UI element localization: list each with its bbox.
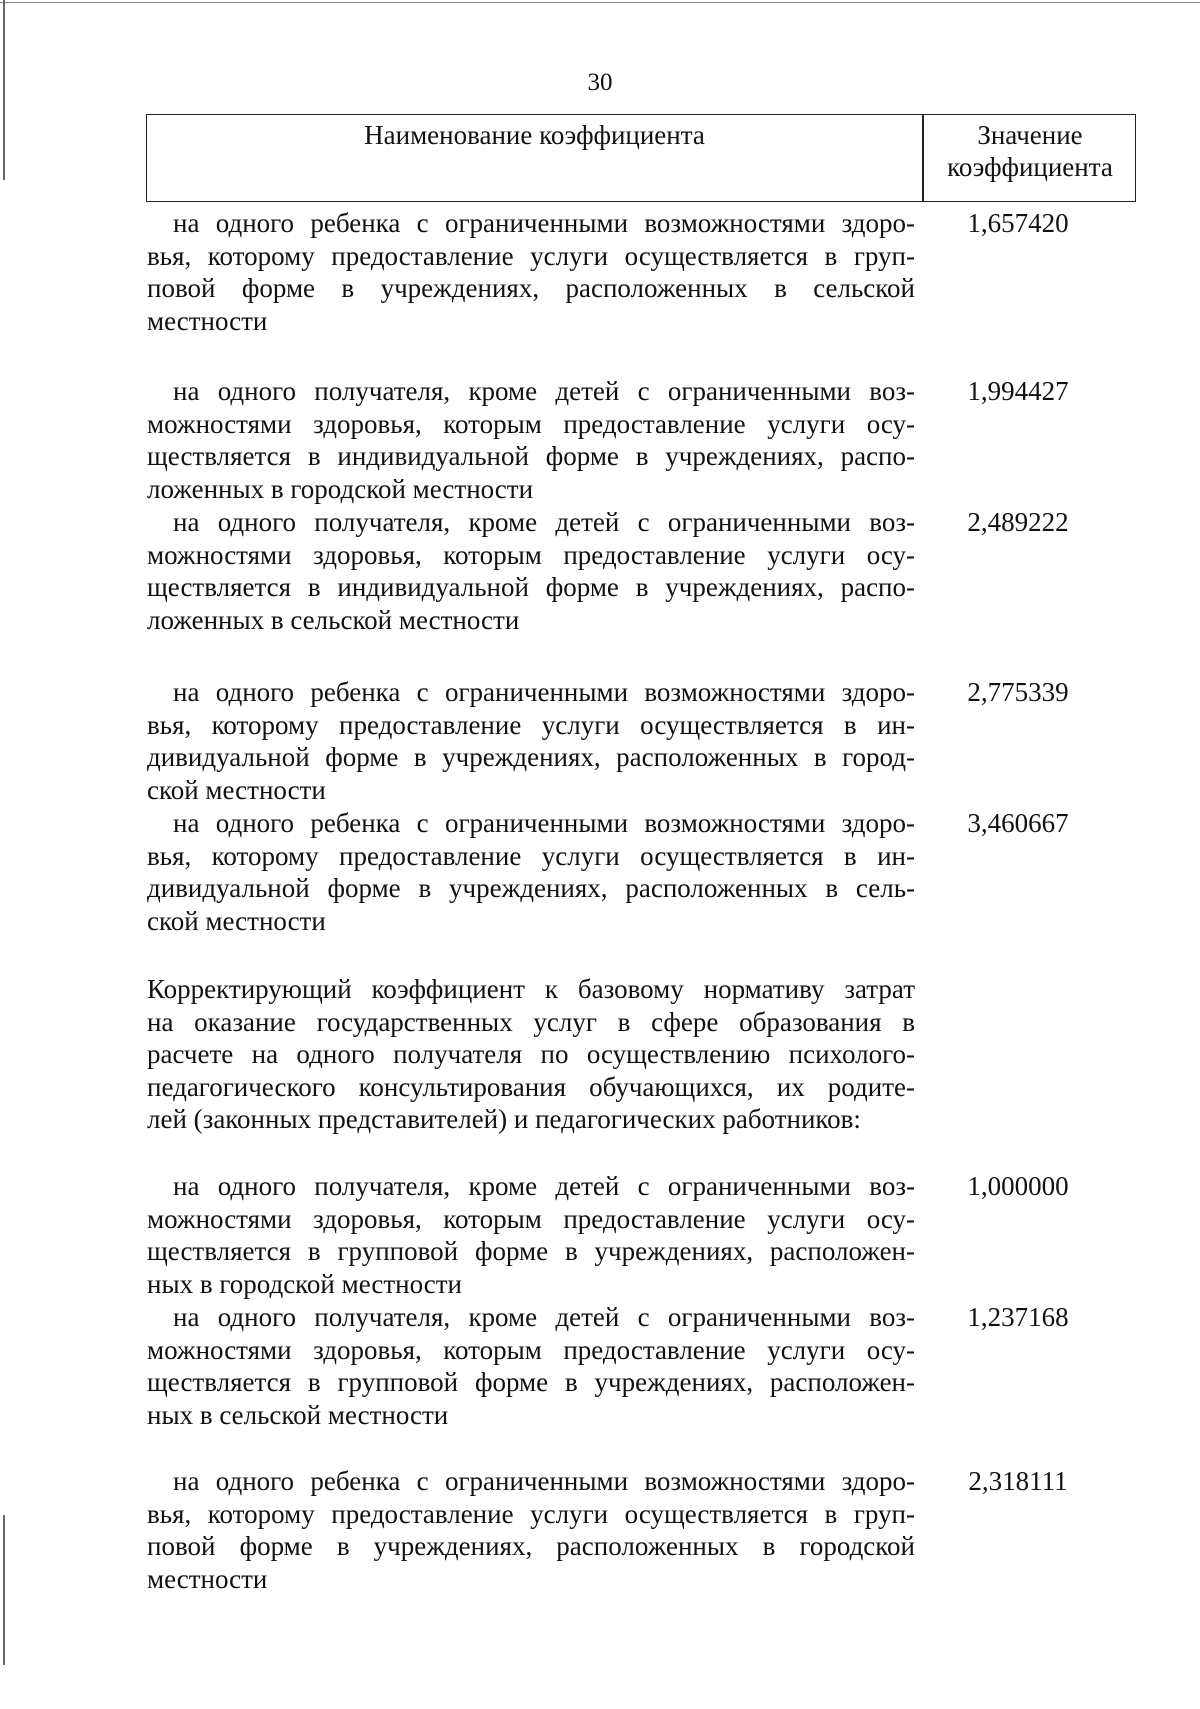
scan-edge-line-top [0, 2, 1200, 3]
row-line: лей (законных представителей) и педагогических работников: [147, 1104, 861, 1134]
row-line: вья, которому предоставление услуги осуществляется в ин- [147, 840, 915, 871]
table-row-text [147, 207, 915, 337]
row-line: ществляется в индивидуальной форме в учреждениях, распо- [147, 572, 915, 602]
row-line: вья, которому предоставление услуги осуществляется в груп- [147, 1498, 915, 1529]
table-row-text [147, 1170, 915, 1300]
row-line: ществляется в групповой форме в учреждениях, расположен- [147, 1367, 915, 1397]
table-row-text [147, 807, 915, 937]
page-number: 30 [587, 69, 613, 96]
table-header [146, 114, 1136, 202]
row-line: на одного ребенка с ограниченными возможностями здоро- [173, 808, 915, 838]
table-row-value: 1,994427 [967, 376, 1069, 406]
row-line: на одного ребенка с ограниченными возможностями здоро- [173, 1466, 915, 1496]
row-line: ложенных в городской местности [147, 473, 534, 504]
table-row-value: 1,000000 [967, 1171, 1069, 1201]
row-line: на одного получателя, кроме детей с ограниченными воз- [173, 1302, 915, 1332]
table-row-text [147, 1465, 915, 1595]
table-row-value: 3,460667 [967, 808, 1069, 838]
row-line: педагогического консультирования обучающихся, их родите- [147, 1071, 915, 1102]
row-line: вья, которому предоставление услуги осуществляется в груп- [147, 240, 915, 271]
table-row-text [147, 676, 915, 806]
row-line: можностями здоровья, которым предоставление услуги осу- [147, 1334, 915, 1365]
row-line: на одного получателя, кроме детей с ограниченными воз- [173, 507, 915, 537]
row-line: на одного ребенка с ограниченными возможностями здоро- [173, 677, 915, 707]
row-line: на одного получателя, кроме детей с ограниченными воз- [173, 376, 915, 406]
table-row-value: 1,237168 [967, 1302, 1069, 1332]
scan-edge-line-left-bottom [3, 1515, 5, 1665]
row-line: дивидуальной форме в учреждениях, расположенных в сель- [147, 873, 915, 903]
row-line: расчете на одного получателя по осуществлению психолого- [147, 1039, 915, 1069]
row-line: на одного получателя, кроме детей с ограниченными воз- [173, 1171, 915, 1201]
row-line: вья, которому предоставление услуги осуществляется в ин- [147, 709, 915, 740]
header-coefficient-name: Наименование коэффициента [364, 120, 705, 150]
row-line: можностями здоровья, которым предоставление услуги осу- [147, 539, 915, 570]
row-line: повой форме в учреждениях, расположенных в сельской [147, 273, 915, 303]
row-line: ложенных в сельской местности [147, 604, 520, 635]
header-value-line2: коэффициента [947, 152, 1113, 182]
row-line: ществляется в групповой форме в учреждениях, расположен- [147, 1236, 915, 1266]
row-line: повой форме в учреждениях, расположенных в городской [147, 1531, 915, 1561]
header-coefficient-value [924, 119, 1136, 183]
row-line: на оказание государственных услуг в сфере образования в [147, 1006, 915, 1037]
row-line: местности [147, 1563, 268, 1594]
table-row-text [147, 1301, 915, 1431]
row-line: можностями здоровья, которым предоставление услуги осу- [147, 408, 915, 439]
row-line: ской местности [147, 905, 326, 936]
row-line: ской местности [147, 774, 326, 805]
row-line: Корректирующий коэффициент к базовому нормативу затрат [147, 974, 915, 1004]
table-row-text [147, 506, 915, 636]
row-line: ных в сельской местности [147, 1399, 449, 1430]
row-line: можностями здоровья, которым предоставление услуги осу- [147, 1203, 915, 1234]
section-heading-text [147, 973, 915, 1136]
table-row-value: 2,318111 [968, 1466, 1068, 1496]
row-line: местности [147, 305, 268, 336]
table-row-text [147, 375, 915, 505]
table-row-value: 2,775339 [967, 677, 1069, 707]
row-line: на одного ребенка с ограниченными возможностями здоро- [173, 208, 915, 238]
row-line: ществляется в индивидуальной форме в учреждениях, распо- [147, 441, 915, 471]
table-row-value: 2,489222 [967, 507, 1069, 537]
row-line: ных в городской местности [147, 1268, 463, 1299]
header-value-line1: Значение [977, 120, 1083, 150]
table-row-value: 1,657420 [967, 208, 1069, 238]
row-line: дивидуальной форме в учреждениях, расположенных в город- [147, 742, 915, 772]
